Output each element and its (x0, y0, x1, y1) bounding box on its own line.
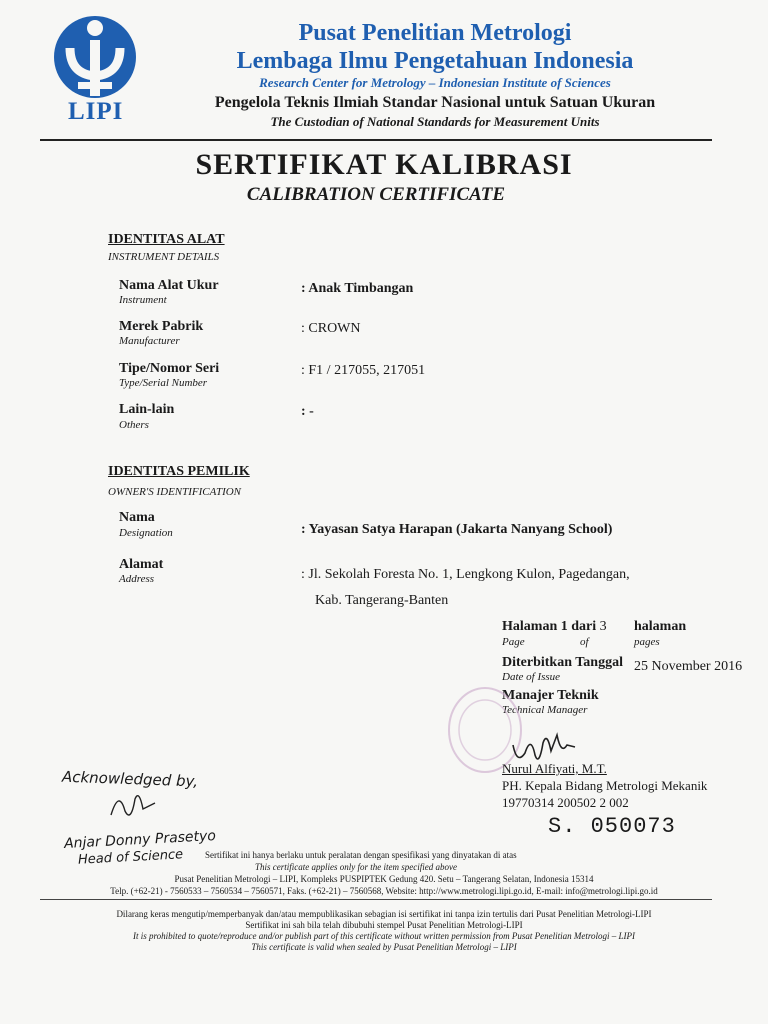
owner-address-line2: Kab. Tangerang-Banten (315, 593, 449, 608)
manufacturer-label: Merek Pabrik (119, 319, 204, 334)
serial-label-en: Type/Serial Number (119, 377, 208, 389)
page-number: 1 (560, 619, 568, 634)
manager-name: Nurul Alfiyati, M.T. (502, 761, 607, 776)
owner-address-label: Alamat (119, 557, 164, 572)
certificate-serial-number: S. 050073 (548, 814, 676, 839)
owner-heading: IDENTITAS PEMILIK (108, 464, 250, 479)
header-divider (40, 139, 712, 141)
header-institute: Pusat Penelitian Metrologi (298, 20, 572, 46)
others-label-en: Others (119, 419, 149, 431)
footer-divider (40, 899, 712, 900)
page-label: Halaman (502, 619, 558, 634)
header-agency: Lembaga Ilmu Pengetahuan Indonesia (236, 48, 634, 74)
pages-label: halaman (634, 619, 687, 634)
acknowledger-name: Anjar Donny Prasetyo (63, 828, 217, 852)
serial-label: Tipe/Nomor Seri (119, 361, 220, 376)
footer-warning-4: This certificate is valid when sealed by Pusat Penelitian Metrologi – LIPI (251, 942, 517, 952)
header-custodian: Pengelola Teknis Ilmiah Standar Nasional untuk Satuan Ukuran (214, 94, 656, 111)
certificate-title: SERTIFIKAT KALIBRASI (195, 148, 573, 181)
footer-contact: Telp. (+62-21) - 7560533 – 7560534 – 7560571, Faks. (+62-21) – 7560568, Website: http://www.metrologi.lipi.go.id, E-mail: info@metrologi.lipi.go.id (110, 886, 658, 896)
acknowledged-by-text: Acknowledged by, (61, 767, 199, 791)
page-total: 3 (599, 619, 607, 634)
footer-note-id: Sertifikat ini hanya berlaku untuk peralatan dengan spesifikasi yang dinyatakan di atas (205, 850, 517, 860)
instrument-heading: IDENTITAS ALAT (108, 232, 225, 247)
others-value: : - (301, 404, 314, 419)
owner-name-label-en: Designation (119, 527, 173, 539)
pages-label-en: pages (634, 636, 660, 648)
page-count-line (502, 619, 607, 635)
certificate-subtitle: CALIBRATION CERTIFICATE (246, 184, 506, 205)
issue-date-value: 25 November 2016 (634, 659, 743, 674)
owner-heading-en: OWNER'S IDENTIFICATION (108, 486, 242, 498)
issue-date-label: Diterbitkan Tanggal (502, 655, 623, 670)
footer-warning-2: Sertifikat ini sah bila telah dibubuhi stempel Pusat Penelitian Metrologi-LIPI (245, 920, 523, 930)
owner-address-line1: : Jl. Sekolah Foresta No. 1, Lengkong Kulon, Pagedangan, (301, 567, 630, 582)
header-custodian-en: The Custodian of National Standards for Measurement Units (270, 114, 600, 129)
owner-name-value: : Yayasan Satya Harapan (Jakarta Nanyang School) (301, 522, 613, 537)
manager-label-en: Technical Manager (502, 704, 588, 716)
acknowledger-role: Head of Science (77, 847, 184, 868)
of-label-en: of (580, 636, 589, 648)
manufacturer-label-en: Manufacturer (119, 335, 180, 347)
issue-date-label-en: Date of Issue (502, 671, 561, 683)
instrument-label: Nama Alat Ukur (119, 278, 219, 293)
acknowledger-signature-icon (105, 785, 165, 825)
page-label-en: Page (502, 636, 525, 648)
instrument-label-en: Instrument (119, 294, 167, 306)
footer-note-en: This certificate applies only for the item specified above (255, 862, 457, 872)
lipi-logo-icon (52, 14, 138, 100)
footer-warning-1: Dilarang keras mengutip/memperbanyak dan/atau mempublikasikan sebagian isi sertifikat ini tanpa izin tertulis dari Pusat Penelitian Metrologi-LIPI (116, 909, 652, 919)
footer-address: Pusat Penelitian Metrologi – LIPI, Kompleks PUSPIPTEK Gedung 420. Setu – Tangerang Selatan, Indonesia 15314 (174, 874, 594, 884)
instrument-heading-en: INSTRUMENT DETAILS (108, 251, 220, 263)
footer-warning-3: It is prohibited to quote/reproduce and/or publish part of this certificate without written permission from Pusat Penelitian Metrologi – LIPI (132, 931, 636, 941)
manager-label: Manajer Teknik (502, 688, 599, 703)
header-english: Research Center for Metrology – Indonesian Institute of Sciences (259, 75, 611, 90)
manager-nip: 19770314 200502 2 002 (502, 795, 629, 810)
page-of-label: dari (571, 619, 597, 634)
serial-value: : F1 / 217055, 217051 (301, 363, 426, 378)
owner-name-label: Nama (119, 510, 155, 525)
owner-address-label-en: Address (119, 573, 155, 585)
lipi-logo-text: LIPI (68, 98, 124, 125)
instrument-value: : Anak Timbangan (301, 281, 414, 296)
manufacturer-value: : CROWN (301, 321, 361, 336)
manager-title: PH. Kepala Bidang Metrologi Mekanik (502, 778, 708, 793)
others-label: Lain-lain (119, 402, 175, 417)
